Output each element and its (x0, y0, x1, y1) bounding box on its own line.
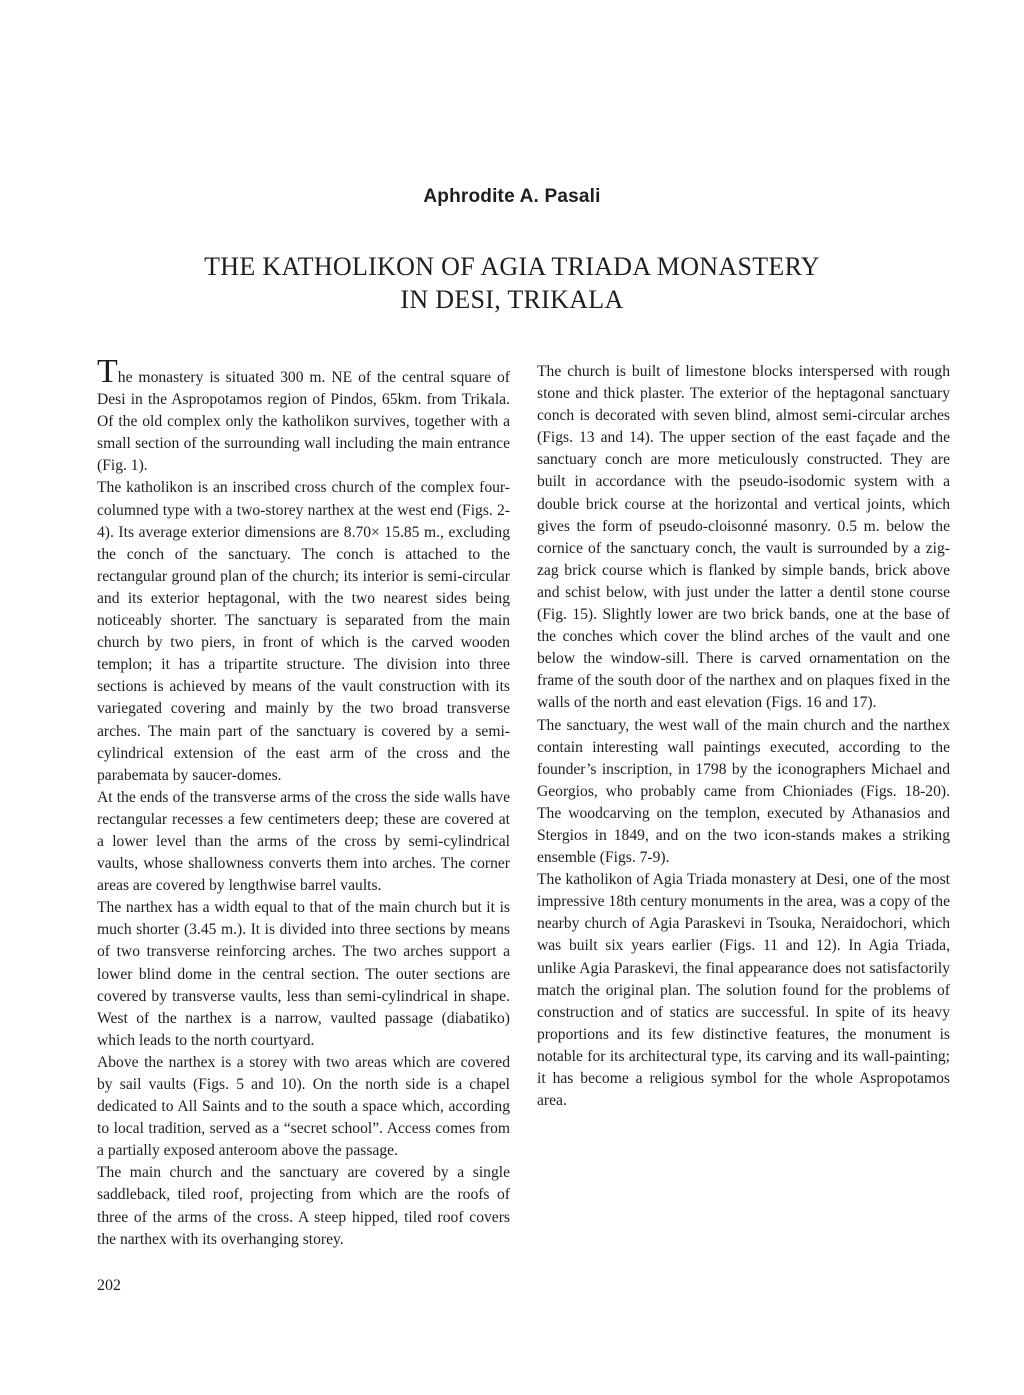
right-column (537, 361, 950, 1112)
paragraph-4: The narthex has a width equal to that of the main church but it is much shorter (3.45 m.). It is divided into three sections by means of two transverse reinforcing arches. The two arches support a lower blind dome in the central section. The outer sections are covered by transverse vaults, less than semi-cylindrical in shape. West of the narthex is a narrow, vaulted passage (diabatiko) which leads to the north courtyard. (97, 899, 510, 1049)
paragraph-6: The main church and the sanctuary are covered by a single saddleback, tiled roof, projecting from which are the roofs of three of the arms of the cross. A steep hipped, tiled roof covers the narthex with its overhanging storey. (97, 1164, 510, 1248)
article-title-line-1: THE KATHOLIKON OF AGIA TRIADA MONASTERY (204, 252, 820, 281)
paragraph-2: The katholikon is an inscribed cross church of the complex four-columned type with a two-storey narthex at the west end (Figs. 2-4). Its average exterior dimensions are 8.70× 15.85 m., excluding the conch of the sanctuary. The conch is attached to the rectangular ground plan of the church; its interior is semi-circular and its exterior heptagonal, with the two nearest sides being noticeably shorter. The sanctuary is separated from the main church by two piers, in front of which is the carved wooden templon; it has a tripartite structure. The division into three sections is achieved by means of the vault construction with its variegated covering and mainly by the two broad transverse arches. The main part of the sanctuary is covered by a semi-cylindrical extension of the east arm of the cross and the parabemata by saucer-domes. (97, 479, 510, 784)
paragraph-5: Above the narthex is a storey with two areas which are covered by sail vaults (Figs. 5 and 10). On the north side is a chapel dedicated to All Saints and to the south a space which, according to local tradition, served as a “secret school”. Access comes from a partially exposed anteroom above the passage. (97, 1053, 510, 1160)
paragraph-7: The church is built of limestone blocks interspersed with rough stone and thick plaster. The exterior of the heptagonal sanctuary conch is decorated with seven blind, almost semi-circular arches (Figs. 13 and 14). The upper section of the east façade and the sanctuary conch are more meticulously constructed. They are built in accordance with the pseudo-isodomic system with a double brick course at the horizontal and vertical joints, which gives the form of pseudo-cloisonné masonry. 0.5 m. below the cornice of the sanctuary conch, the vault is surrounded by a zig-zag brick course which is flanked by simple bands, brick above and schist below, with just under the latter a dentil stone course (Fig. 15). Slightly lower are two brick bands, one at the base of the conches which cover the blind arches of the vault and one below the window-sill. There is carved ornamentation on the frame of the south door of the narthex and on plaques fixed in the walls of the north and east elevation (Figs. 16 and 17). (537, 363, 950, 712)
left-column (97, 353, 510, 1251)
article-title (0, 250, 1024, 316)
paragraph-1 (97, 353, 510, 477)
author-name: Aphrodite A. Pasali (423, 186, 601, 207)
page-number: 202 (97, 1277, 121, 1294)
paragraph-9: The katholikon of Agia Triada monastery at Desi, one of the most impressive 18th century monuments in the area, was a copy of the nearby church of Agia Paraskevi in Tsouka, Neraidochori, which was built six years earlier (Figs. 11 and 12). In Agia Triada, unlike Agia Paraskevi, the final appearance does not satisfactorily match the original plan. The solution found for the problems of construction and of statics are successful. In spite of its heavy proportions and its few distinctive features, the monument is notable for its architectural type, its carving and its wall-painting; it has become a religious symbol for the whole Aspropotamos area. (537, 871, 950, 1110)
paragraph-1-text: he monastery is situated 300 m. NE of the central square of Desi in the Aspropotamos region of Pindos, 65km. from Trikala. Of the old complex only the katholikon survives, together with a small section of the surrounding wall including the main entrance (Fig. 1). (97, 369, 510, 475)
drop-cap: T (97, 353, 118, 390)
paragraph-3: At the ends of the transverse arms of the cross the side walls have rectangular recesses a few centimeters deep; these are covered at a lower level than the arms of the cross by semi-cylindrical vaults, whose shallowness converts them into arches. The corner areas are covered by lengthwise barrel vaults. (97, 788, 510, 895)
paragraph-8: The sanctuary, the west wall of the main church and the narthex contain interesting wall paintings executed, according to the founder’s inscription, in 1798 by the iconographers Michael and Georgios, who probably came from Chioniades (Figs. 18-20). The woodcarving on the templon, executed by Athanasios and Stergios in 1849, and on the two icon-stands makes a striking ensemble (Figs. 7-9). (537, 716, 950, 867)
article-title-line-2: IN DESI, TRIKALA (400, 285, 624, 314)
